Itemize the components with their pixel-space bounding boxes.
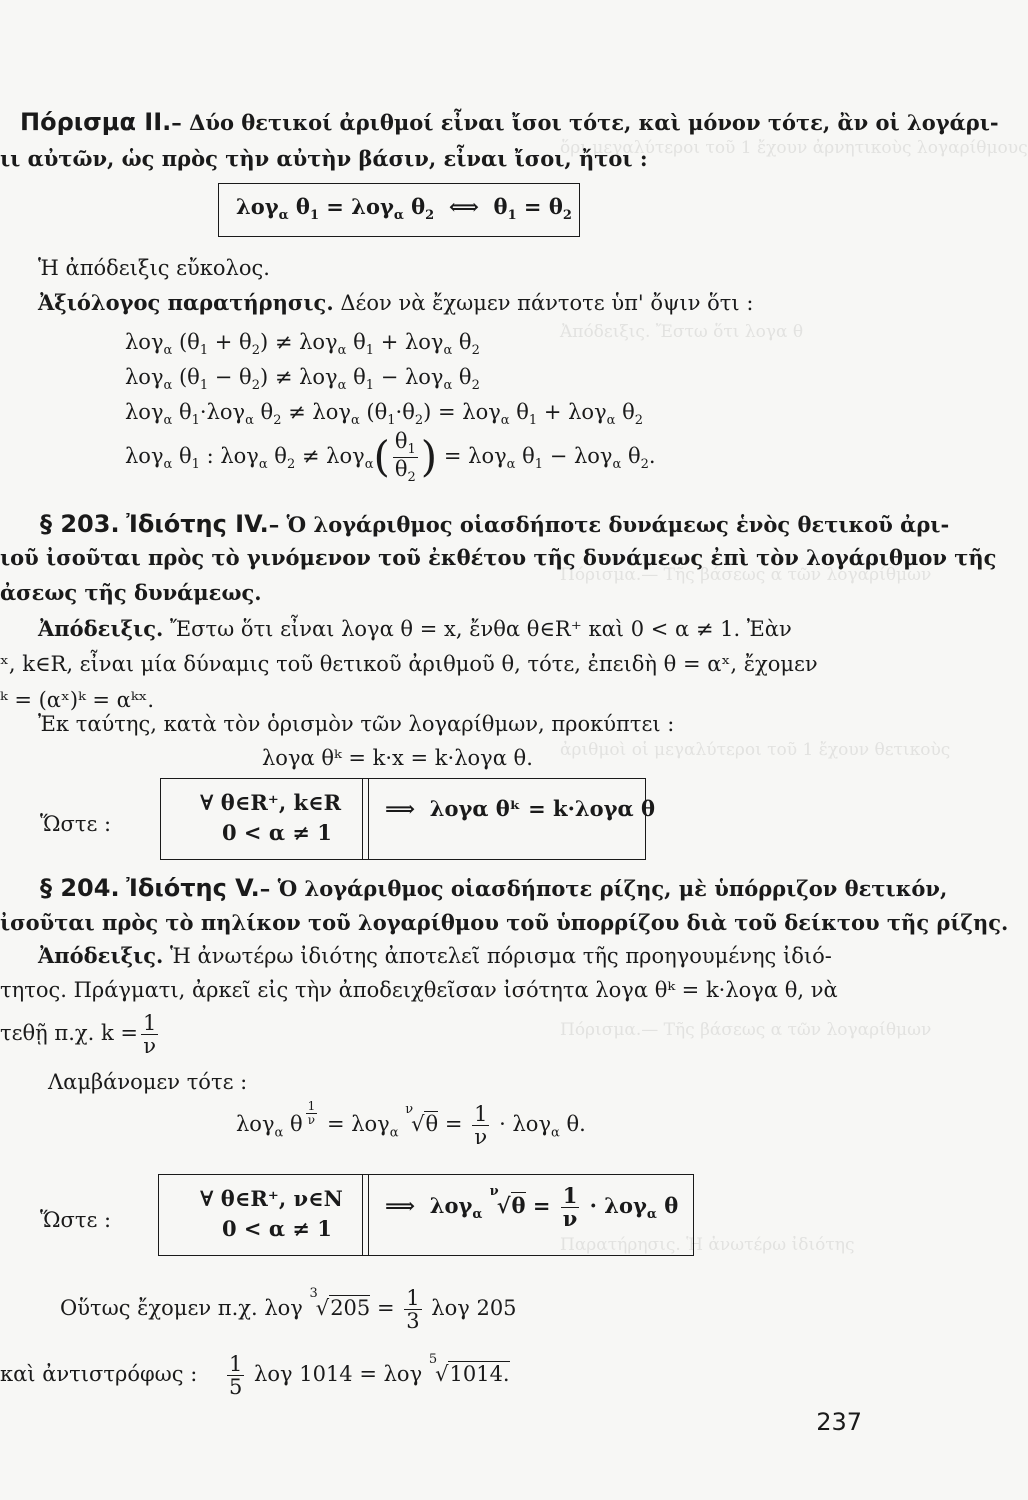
therefore-1-cond-1: ∀ θ∈R⁺, k∈R: [200, 790, 342, 815]
bleed-through-text: Πόρισμα.— Τῆς βάσεως α τῶν λογαρίθμων: [560, 1020, 932, 1040]
section-203-text: – Ὁ λογάριθμος οἱασδήποτε δυνάμεως ἑνὸς θετικοῦ ἀρι-: [268, 512, 950, 537]
section-203-line-3: ἀσεως τῆς δυνάμεως.: [0, 580, 262, 605]
therefore-1-cond-2: 0 < α ≠ 1: [222, 820, 332, 845]
corollary-text: – Δύο θετικοί ἀριθμοί εἶναι ἴσοι τότε, καὶ μόνον τότε, ἂν οἱ λογάρι-: [171, 110, 999, 135]
section-204-heading: [40, 874, 947, 903]
therefore-1-result-text: λογα θᵏ = k·λογα θ: [429, 796, 655, 821]
section-203-proof-3: ᵏ = (αˣ)ᵏ = αᵏˣ.: [0, 688, 155, 712]
proof-easy: Ἡ ἀπόδειξις εὔκολος.: [38, 256, 270, 280]
formula-box-1-text: λογ$_\alpha$ $\theta_1 = \lambda o\gamma_\alpha$ $\theta_2$ ⟺ $\theta_1 = \theta_2$: [236, 194, 572, 224]
therefore-box-2-divider: [362, 1174, 363, 1256]
section-203-proof-text: Ἔστω ὅτι εἶναι λογα θ = x, ἔνθα θ∈R⁺ καὶ 0 < α ≠ 1. Ἐὰν: [170, 617, 792, 641]
section-203-proof-2: ˣ, k∈R, εἶναι μία δύναμις τοῦ θετικοῦ ἀριθμοῦ θ, τότε, ἐπειδὴ θ = αˣ, ἔχομεν: [0, 652, 818, 676]
therefore-2-cond-1: ∀ θ∈R⁺, ν∈N: [200, 1186, 343, 1211]
section-203-proof-label: Ἀπόδειξις.: [38, 616, 164, 641]
therefore-1-result: ⟹ λογα θᵏ = k·λογα θ: [385, 796, 655, 821]
section-203-proof-5: λογα θᵏ = k·x = k·λογα θ.: [262, 746, 533, 770]
section-204-proof-text: Ἡ ἀνωτέρω ἰδιότης ἀποτελεῖ πόρισμα τῆς προηγουμένης ἰδιό-: [170, 944, 832, 968]
converse-label: καὶ ἀντιστρόφως :: [0, 1362, 198, 1386]
example-line: Οὕτως ἔχομεν π.χ. λογ $^3$√205 = $\frac{1}{3}$ λογ 205: [60, 1285, 517, 1333]
section-203-title: Ἰδιότης IV.: [126, 510, 269, 538]
section-204-text: – Ὁ λογάριθμος οἱασδήποτε ρίζης, μὲ ὑπόρριζον θετικόν,: [259, 876, 948, 901]
corollary-label: Πόρισμα ΙΙ.: [20, 108, 172, 136]
inequality-2: λογ$_\alpha$ $(\theta_1 - \theta_2) \ne \lambda o\gamma_\alpha$ $\theta_1 - \lambda o\gamma_\alpha$ $\theta_2$: [125, 365, 480, 394]
therefore-label-2: Ὥστε :: [40, 1208, 112, 1232]
section-203-line-2: ιοῦ ἰσοῦται πρὸς τὸ γινόμενον τοῦ ἐκθέτου τῆς δυνάμεως ἐπὶ τὸν λογάριθμον τῆς: [0, 545, 997, 570]
remark-label: Ἀξιόλογος παρατήρησις.: [38, 290, 334, 315]
therefore-box-2-divider: [368, 1174, 369, 1256]
therefore-box-1-divider: [362, 778, 363, 860]
root-equation: λογ$_\alpha$ θ $^{\frac{1}{\nu}}$ = λογ$_\alpha$ $^\nu$√θ = $\frac{1}{\nu}$ · λογ$_\alpha$ θ.: [236, 1099, 586, 1150]
section-204-proof-4: Λαμβάνομεν τότε :: [48, 1070, 248, 1094]
bleed-through-text: Παρατήρησις. Ἡ ἀνωτέρω ἰδιότης: [560, 1235, 855, 1255]
remark-text: Δέον νὰ ἔχωμεν πάντοτε ὑπ' ὄψιν ὅτι :: [340, 291, 754, 315]
bleed-through-text: ἀριθμοὶ οἱ μεγαλύτεροι τοῦ 1 ἔχουν θετικοὺς: [560, 740, 951, 760]
section-204-proof-3-text: τεθῇ π.χ. k =: [0, 1021, 138, 1046]
section-204-title: Ἰδιότης V.: [126, 874, 260, 902]
bleed-through-text: Ἀπόδειξις. Ἔστω ὅτι λογα θ: [560, 322, 804, 342]
section-203-proof-4: Ἐκ ταύτης, κατὰ τὸν ὁρισμὸν τῶν λογαρίθμων, προκύπτει :: [38, 712, 675, 736]
section-203-proof-1: [38, 616, 792, 642]
section-204-proof-2: τητος. Πράγματι, ἀρκεῖ εἰς τὴν ἀποδειχθεῖσαν ἰσότητα λογα θᵏ = k·λογα θ, νὰ: [0, 978, 838, 1002]
bleed-through-text: ὅρι μεγαλύτεροι τοῦ 1 ἔχουν ἀρνητικοὺς λογαρίθμους: [560, 138, 1028, 158]
section-204-number: § 204.: [40, 874, 120, 902]
remark-line: [38, 290, 753, 316]
therefore-2-result: ⟹ λογ$_\alpha$ $^\nu$√θ = $\frac{1}{\nu}$ · λογ$_\alpha$ θ: [385, 1182, 679, 1231]
corollary-line-1: [20, 108, 999, 137]
therefore-label-1: Ὥστε :: [40, 812, 112, 836]
inequality-4: λογ$_\alpha$ $\theta_1$ : λογ$_\alpha$ $\theta_2 \ne \lambda o\gamma_\alpha$( $\frac{\theta_1}{\theta_2}$ ) = λογ$_\alpha$ $\theta_1 - \lambda o\gamma_\alpha$ $\theta_2$.: [125, 429, 656, 486]
section-203-heading: [40, 510, 949, 539]
bleed-through-text: Πόρισμα.— Τῆς βάσεως α τῶν λογαρίθμων: [560, 565, 932, 585]
corollary-line-2: ιι αὐτῶν, ὡς πρὸς τὴν αὐτὴν βάσιν, εἶναι ἴσοι, ἤτοι :: [0, 146, 648, 171]
therefore-box-1-divider: [368, 778, 369, 860]
inequality-1: λογ$_\alpha$ $(\theta_1 + \theta_2) \ne \lambda o\gamma_\alpha$ $\theta_1 + \lambda o\gamma_\alpha$ $\theta_2$: [125, 330, 480, 359]
page-number: 237: [816, 1408, 862, 1436]
converse-line: καὶ ἀντιστρόφως : $\frac{1}{5}$ λογ 1014 = λογ $^5$√1014.: [0, 1351, 510, 1399]
section-204-proof-1: [38, 943, 832, 969]
example-label: Οὕτως ἔχομεν π.χ.: [60, 1296, 258, 1320]
section-204-line-2: ἰσοῦται πρὸς τὸ πηλίκον τοῦ λογαρίθμου τοῦ ὑπορρίζου διὰ τοῦ δείκτου τῆς ρίζης.: [0, 910, 1009, 935]
therefore-2-cond-2: 0 < α ≠ 1: [222, 1216, 332, 1241]
section-203-number: § 203.: [40, 510, 120, 538]
section-204-proof-3: [0, 1012, 161, 1057]
section-204-proof-label: Ἀπόδειξις.: [38, 943, 164, 968]
inequality-3: λογ$_\alpha$ $\theta_1\cdot\lambda o\gamma_\alpha$ $\theta_2 \ne \lambda o\gamma_\alpha$ $(\theta_1\cdot\theta_2) = \lambda o\gamma_\alpha$ $\theta_1 + \lambda o\gamma_\alpha$ $\theta_2$: [125, 400, 644, 429]
fraction-1-over-nu: $\frac{1}{\nu}$: [142, 1011, 157, 1059]
